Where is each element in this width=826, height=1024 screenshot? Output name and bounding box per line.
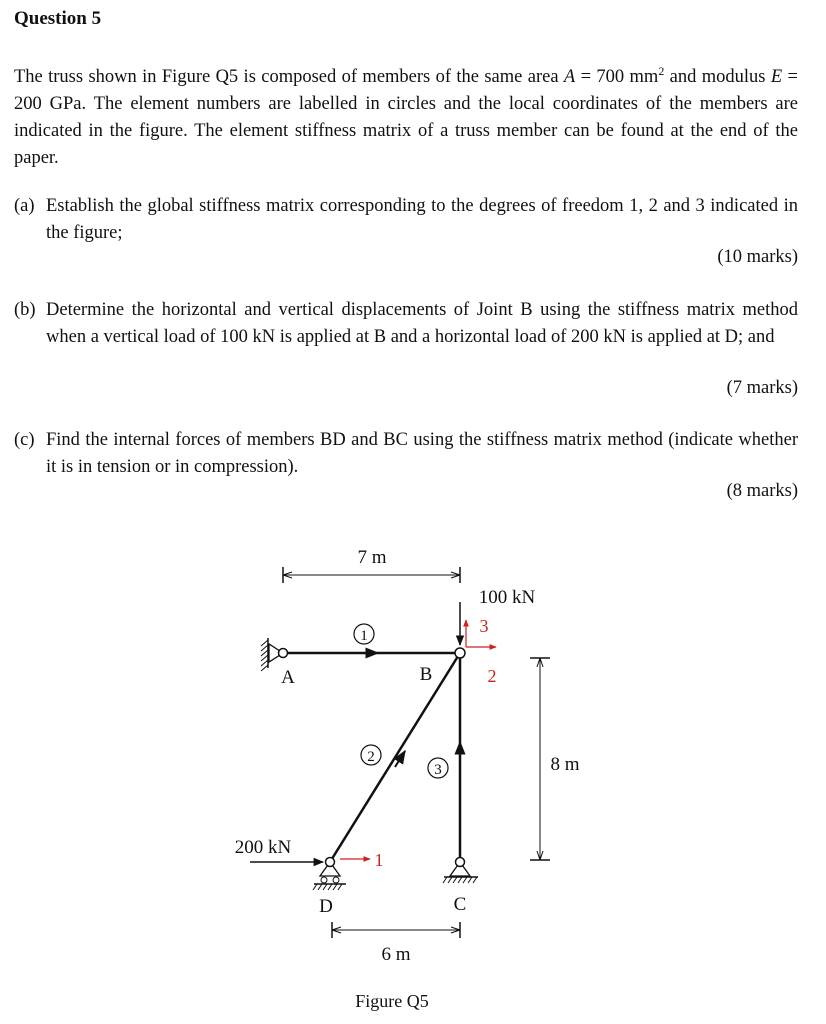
part-b: [14, 297, 798, 351]
load-label-b: 100 kN: [478, 587, 536, 608]
part-a: [14, 193, 798, 247]
joint-b: [455, 648, 465, 658]
part-c: [14, 427, 798, 481]
part-c-marks: (8 marks): [726, 481, 798, 501]
question-intro: The truss shown in Figure Q5 is composed of members of the same area A = 700 $mm^2$ and modulus E = 200 GPa. The element numbers are labelled in circles and the local coordinates of the members are indicated in the figure. The element stiffness matrix of a truss member can be found at the end of the paper.: [14, 64, 798, 169]
dof-3-label: 3: [479, 616, 489, 636]
figure-caption: Figure Q5: [355, 991, 429, 1011]
dim-right-label: 8 m: [550, 754, 580, 775]
part-b-text: Determine the horizontal and vertical displacements of Joint B using the stiffness matrix method when a vertical load of 100 kN is applied at B and a horizontal load of 200 kN is applied at D; and: [46, 300, 798, 347]
part-a-text: Establish the global stiffness matrix corresponding to the degrees of freedom 1, 2 and 3 indicated in the figure;: [46, 196, 798, 243]
node-label-a: A: [281, 667, 295, 688]
dim-bottom-label: 6 m: [381, 944, 411, 965]
part-a-marks: (10 marks): [717, 247, 798, 267]
dim-top-label: 7 m: [357, 547, 387, 568]
element-label-3: 3: [434, 762, 442, 778]
element-label-1: 1: [360, 628, 368, 644]
figure-q5: [0, 520, 826, 1024]
part-c-text: Find the internal forces of members BD and BC using the stiffness matrix method (indicate whether it is in tension or in compression).: [46, 430, 798, 477]
member-2-db: [330, 653, 460, 862]
part-b-marks: (7 marks): [726, 378, 798, 398]
dof-1-label: 1: [374, 850, 384, 870]
question-title: Question 5: [14, 8, 102, 29]
node-label-d: D: [319, 896, 333, 917]
support-c: [443, 858, 478, 884]
load-label-d: 200 kN: [234, 837, 292, 858]
element-label-2: 2: [367, 749, 375, 765]
node-label-c: C: [453, 894, 467, 915]
part-c-label: (c): [14, 430, 35, 450]
part-b-label: (b): [14, 300, 36, 320]
part-a-label: (a): [14, 196, 35, 216]
dof-2-label: 2: [487, 666, 497, 686]
node-label-b: B: [419, 664, 433, 685]
